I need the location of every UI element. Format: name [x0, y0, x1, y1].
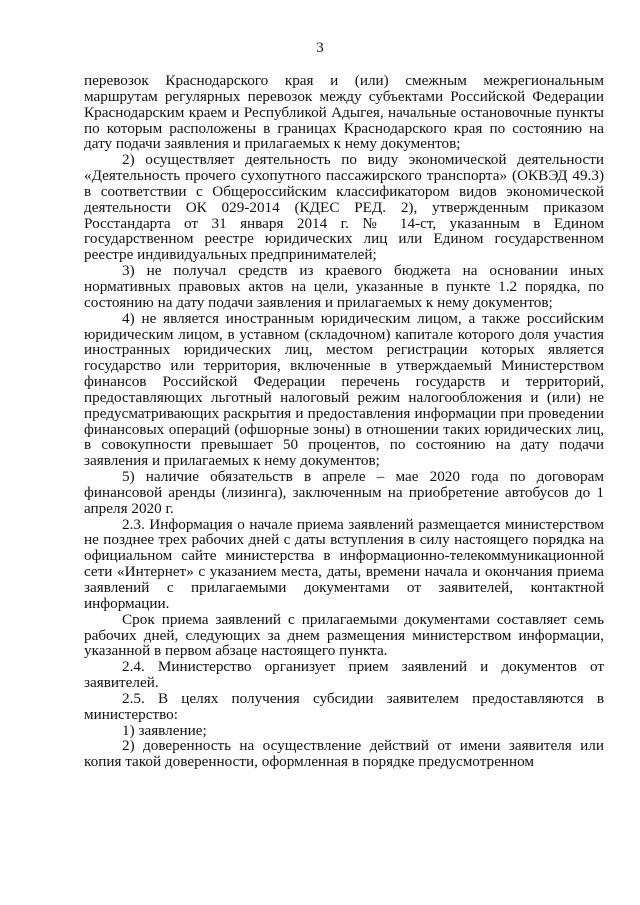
page-number: 3: [316, 40, 324, 56]
paragraph: 5) наличие обязательств в апреле – мае 2020 года по договорам финансовой аренды (лизинга), заключенным на приобретение автобусов до 1 апреля 2020 г.: [84, 468, 604, 517]
paragraph: 2.3. Информация о начале приема заявлений размещается министерством не позднее трех рабочих дней с даты вступления в силу настоящего порядка на официальном сайте министерства в информационно-телекоммуникационной сети «Интернет» с указанием места, даты, времени начала и окончания приема заявлений с прилагаемыми документами от заявителей, контактной информации.: [84, 515, 604, 612]
paragraph: 4) не является иностранным юридическим лицом, а также российским юридическим лицом, в уставном (складочном) капитале которого доля участия иностранных юридических лиц, местом регистрации которых является государство или территория, включенные в утверждаемый Министерством финансов Российской Федерации перечень государств и территорий, предоставляющих льготный налоговый режим налогообложения и (или) не предусматривающих раскрытия и предоставления информации при проведении финансовых операций (офшорные зоны) в отношении таких юридических лиц, в совокупности превышает 50 процентов, по состоянию на дату подачи заявления и прилагаемых к нему документов;: [84, 309, 604, 470]
paragraph: 2.4. Министерство организует прием заявлений и документов от заявителей.: [84, 658, 604, 692]
paragraph: 2.5. В целях получения субсидии заявителем предоставляются в министерство:: [84, 689, 604, 723]
document-body: [84, 73, 604, 770]
paragraph: 1) заявление;: [122, 721, 207, 739]
paragraph: 2) доверенность на осуществление действий от имени заявителя или копия такой доверенности, оформленная в порядке предусмотренном: [84, 737, 604, 771]
paragraph: перевозок Краснодарского края и (или) смежным межрегиональным маршрутам регулярных перевозок между субъектами Российской Федерации Краснодарским краем и Республикой Адыгея, начальные остановочные пункты по которым расположены в границах Краснодарского края по состоянию на дату подачи заявления и прилагаемых к нему документов;: [84, 72, 604, 153]
paragraph: 2) осуществляет деятельность по виду экономической деятельности «Деятельность прочего сухопутного пассажирского транспорта» (ОКВЭД 49.3) в соответствии с Общероссийским классификатором видов экономической деятельности ОК 029-2014 (КДЕС РЕД. 2), утвержденным приказом Росстандарта от 31 января 2014 г. № 14-ст, указанным в Едином государственном реестре юридических лиц или Едином государственном реестре индивидуальных предпринимателей;: [84, 151, 604, 264]
paragraph: 3) не получал средств из краевого бюджета на основании иных нормативных правовых актов на цели, указанные в пункте 1.2 порядка, по состоянию на дату подачи заявления и прилагаемых к нему документов;: [84, 262, 604, 311]
paragraph: Срок приема заявлений с прилагаемыми документами составляет семь рабочих дней, следующих за днем размещения министерством информации, указанной в первом абзаце настоящего пункта.: [84, 610, 604, 660]
